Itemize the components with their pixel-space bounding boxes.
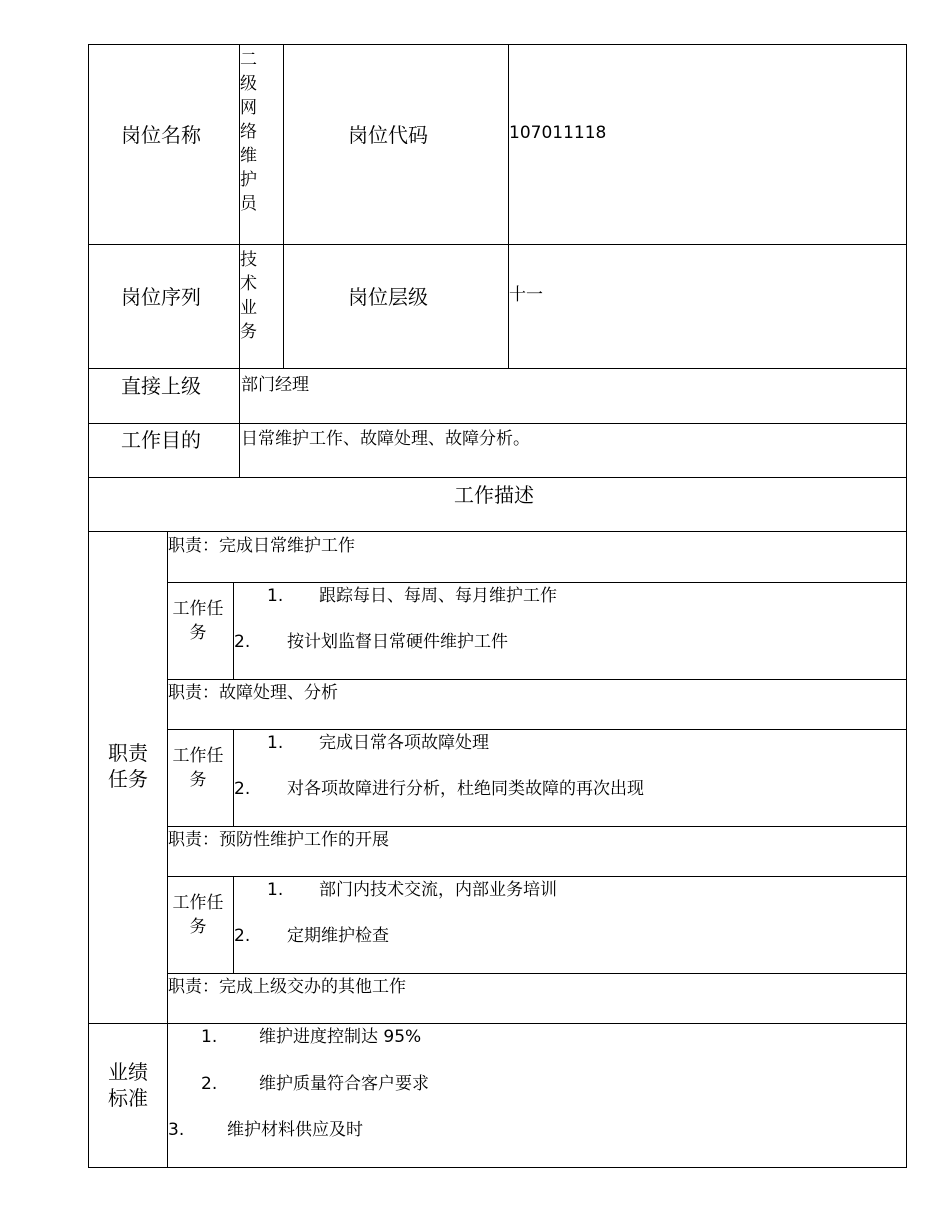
perf-text: 维护材料供应及时 xyxy=(227,1120,363,1140)
duty-title: 职责：故障处理、分析 xyxy=(168,683,338,703)
task-number: 1. xyxy=(267,733,284,753)
label-direct-superior: 直接上级 xyxy=(121,374,201,398)
col-divider xyxy=(508,44,509,369)
label-performance: 业绩标准 xyxy=(108,1060,148,1110)
task-number: 2. xyxy=(234,779,251,799)
row-divider xyxy=(88,423,907,424)
label-position-name: 岗位名称 xyxy=(121,123,201,147)
value-position-series: 技术业务 xyxy=(240,250,257,342)
row-divider xyxy=(88,531,907,532)
duty-title: 职责：完成上级交办的其他工作 xyxy=(168,977,406,997)
value-position-level: 十一 xyxy=(509,285,543,305)
row-divider xyxy=(88,368,907,369)
task-text: 定期维护检查 xyxy=(287,926,389,946)
duty-divider xyxy=(167,729,907,730)
section-title-work-description: 工作描述 xyxy=(454,483,534,507)
perf-number: 3. xyxy=(168,1120,185,1140)
label-position-series: 岗位序列 xyxy=(121,285,201,309)
duty-title: 职责：完成日常维护工作 xyxy=(168,536,355,556)
task-text: 按计划监督日常硬件维护工件 xyxy=(287,632,508,652)
col-divider xyxy=(283,44,284,369)
duty-divider xyxy=(167,582,907,583)
duty-divider xyxy=(167,826,907,827)
row-divider xyxy=(88,1023,907,1024)
value-direct-superior: 部门经理 xyxy=(241,375,309,395)
perf-number: 1. xyxy=(201,1027,218,1047)
row-divider xyxy=(88,244,907,245)
perf-number: 2. xyxy=(201,1074,218,1094)
task-text: 部门内技术交流，内部业务培训 xyxy=(319,880,557,900)
task-text: 跟踪每日、每周、每月维护工作 xyxy=(319,586,557,606)
perf-text: 维护质量符合客户要求 xyxy=(259,1074,429,1094)
value-position-name: 二级网络维护员 xyxy=(240,50,257,214)
task-label: 工作任务 xyxy=(172,599,224,643)
label-work-purpose: 工作目的 xyxy=(121,428,201,452)
label-position-code: 岗位代码 xyxy=(348,123,428,147)
row-divider xyxy=(88,477,907,478)
task-label: 工作任务 xyxy=(172,746,224,790)
duty-title: 职责：预防性维护工作的开展 xyxy=(168,830,389,850)
duty-divider xyxy=(167,973,907,974)
value-work-purpose: 日常维护工作、故障处理、故障分析。 xyxy=(241,429,530,449)
label-position-level: 岗位层级 xyxy=(348,285,428,309)
perf-text: 维护进度控制达 95% xyxy=(259,1027,422,1047)
label-duties: 职责任务 xyxy=(108,741,148,791)
task-col-divider xyxy=(233,729,234,827)
task-text: 完成日常各项故障处理 xyxy=(319,733,489,753)
duty-divider xyxy=(167,679,907,680)
task-label: 工作任务 xyxy=(172,893,224,937)
task-col-divider xyxy=(233,582,234,680)
task-number: 2. xyxy=(234,926,251,946)
duty-divider xyxy=(167,876,907,877)
value-position-code: 107011118 xyxy=(509,123,607,143)
task-number: 1. xyxy=(267,880,284,900)
task-number: 1. xyxy=(267,586,284,606)
task-col-divider xyxy=(233,876,234,974)
task-text: 对各项故障进行分析，杜绝同类故障的再次出现 xyxy=(287,779,644,799)
task-number: 2. xyxy=(234,632,251,652)
